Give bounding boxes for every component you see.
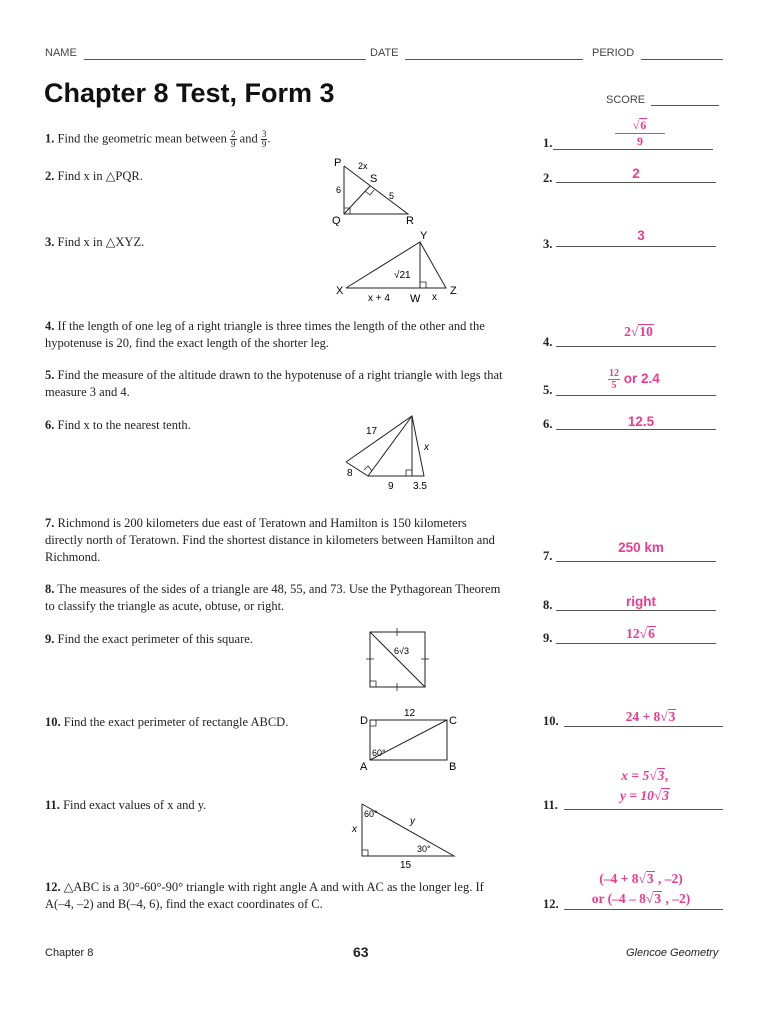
question-text: and: [239, 131, 258, 146]
label-15: 15: [400, 860, 412, 871]
question-number: 7.: [45, 516, 55, 530]
label-2x: 2x: [358, 161, 368, 171]
vertex-z: Z: [450, 285, 457, 297]
answer-line[interactable]: [564, 726, 723, 727]
vertex-a: A: [360, 761, 368, 773]
answer-line[interactable]: [556, 395, 716, 396]
score-field[interactable]: [651, 105, 719, 106]
answer-line[interactable]: [556, 610, 716, 611]
question-text: Find exact values of x and y.: [63, 798, 207, 812]
answer-12: (–4 + 8√3 , –2) or (–4 – 8√3 , –2): [591, 871, 691, 906]
label-x: x: [424, 442, 429, 453]
label-12: 12: [404, 708, 416, 719]
answer-number: 5.: [543, 383, 553, 397]
question-text: Find x in △XYZ.: [57, 235, 145, 249]
answer-number: 11.: [543, 798, 558, 812]
triangle-altitude-figure: [338, 410, 443, 495]
question-number: 1.: [45, 131, 55, 146]
page-title: Chapter 8 Test, Form 3: [44, 78, 335, 108]
answer-line[interactable]: [556, 643, 716, 644]
question-number: 12.: [45, 880, 61, 894]
score-label: SCORE: [606, 94, 646, 106]
label-x-plus-4: x + 4: [368, 293, 390, 304]
answer-1: √6 9: [615, 118, 665, 148]
period-label: PERIOD: [592, 47, 635, 59]
label-6sqrt3: 6√3: [394, 646, 409, 656]
period-field[interactable]: [641, 59, 723, 60]
vertex-b: B: [449, 761, 457, 773]
answer-6: 12.5: [627, 414, 655, 429]
name-label: NAME: [45, 47, 77, 59]
fraction: [261, 130, 268, 149]
answer-number: 9.: [543, 631, 553, 645]
numerator: 2: [231, 129, 236, 139]
question-text: Richmond is 200 kilometers due east of Teratown and Hamilton is 150 kilometers directly north of Teratown. Find the shortest distance in kilometers between Hamilton and Richmond.: [45, 516, 495, 564]
vertex-y: Y: [420, 230, 428, 242]
label-17: 17: [366, 426, 378, 437]
vertex-q: Q: [332, 215, 341, 226]
label-60deg: 60°: [372, 748, 386, 758]
answer-line[interactable]: [553, 149, 713, 150]
question-number: 2.: [45, 169, 55, 183]
answer-2: 2: [632, 166, 640, 181]
question-text: Find the exact perimeter of rectangle ABCD.: [63, 715, 289, 729]
answer-line[interactable]: [556, 429, 716, 430]
vertex-x: X: [336, 285, 344, 297]
answer-fraction: [608, 368, 620, 391]
question-8: [45, 581, 505, 615]
answer-7: 250 km: [618, 540, 664, 555]
answer-number: 7.: [543, 549, 553, 563]
question-text: △ABC is a 30°-60°-90° triangle with right angle A and with AC as the longer leg. If A(–4, –2) and B(–4, 6), find the exact coordinates of C.: [45, 880, 484, 911]
answer-text: or 2.4: [623, 371, 660, 387]
label-6: 6: [336, 185, 342, 195]
answer-number: 6.: [543, 417, 553, 431]
page-number: 63: [353, 944, 369, 960]
vertex-d: D: [360, 715, 368, 727]
vertex-p: P: [334, 157, 342, 169]
numerator: 12: [609, 368, 619, 379]
vertex-w: W: [410, 293, 421, 305]
answer-9: 12√6: [626, 626, 655, 641]
question-12: [45, 879, 505, 913]
date-field[interactable]: [405, 59, 583, 60]
question-text: Find the geometric mean between: [57, 131, 227, 146]
triangle-30-60-90-figure: [344, 800, 459, 872]
question-number: 10.: [45, 715, 61, 729]
label-x: x: [432, 292, 437, 303]
question-number: 6.: [45, 418, 55, 432]
answer-number: 10.: [543, 714, 559, 728]
answer-line[interactable]: [556, 561, 716, 562]
fraction: [230, 130, 237, 149]
triangle-pqr-figure: [322, 156, 427, 226]
label-8: 8: [347, 468, 353, 479]
question-number: 4.: [45, 319, 55, 333]
denominator: 9: [261, 139, 267, 149]
question-number: 9.: [45, 632, 55, 646]
denominator: 5: [611, 380, 617, 391]
answer-10: 24 + 8√3: [625, 709, 676, 724]
answer-5: [608, 368, 688, 391]
denominator: 9: [231, 139, 236, 149]
answer-11: x = 5√3, y = 10√3: [619, 768, 670, 803]
vertex-r: R: [406, 215, 414, 226]
question-text: Find x in △PQR.: [57, 169, 143, 183]
label-60deg: 60°: [364, 809, 378, 819]
question-text: Find the measure of the altitude drawn to the hypotenuse of a right triangle with legs that measure 3 and 4.: [45, 368, 503, 399]
question-9: [45, 631, 505, 648]
answer-number: 12.: [543, 897, 559, 911]
label-x: x: [352, 824, 357, 835]
answer-line[interactable]: [556, 246, 716, 247]
answer-number: 2.: [543, 171, 553, 185]
question-text: Find the exact perimeter of this square.: [57, 632, 253, 646]
footer-book: Glencoe Geometry: [626, 947, 719, 959]
answer-3: 3: [637, 228, 645, 243]
question-number: 11.: [45, 798, 60, 812]
answer-line[interactable]: [564, 809, 723, 810]
rectangle-abcd-figure: [358, 704, 463, 774]
label-9: 9: [388, 481, 394, 492]
question-7: [45, 515, 505, 566]
answer-number: 1.: [543, 136, 553, 150]
answer-line[interactable]: [556, 346, 716, 347]
answer-number: 4.: [543, 335, 553, 349]
vertex-s: S: [370, 173, 378, 185]
numerator: 3: [261, 129, 267, 139]
question-number: 5.: [45, 368, 55, 382]
label-sqrt21: √21: [394, 270, 411, 281]
label-5: 5: [389, 191, 395, 201]
answer-8: right: [626, 594, 656, 609]
question-4: [45, 318, 505, 352]
question-number: 3.: [45, 235, 55, 249]
question-text: The measures of the sides of a triangle are 48, 55, and 73. Use the Pythagorean Theorem to classify the triangle as acute, obtuse, or right.: [45, 582, 501, 613]
question-2: [45, 168, 505, 185]
answer-line[interactable]: [564, 909, 723, 910]
question-1: 1. Find the geometric mean between $\frac{2}{9}$ and $\frac{3}{9}$ .: [45, 129, 271, 149]
answer-line[interactable]: [556, 182, 716, 183]
square-figure: [362, 626, 432, 692]
question-number: 8.: [45, 582, 55, 596]
question-text: Find x to the nearest tenth.: [57, 418, 191, 432]
date-label: DATE: [370, 47, 399, 59]
label-3-5: 3.5: [413, 481, 427, 492]
question-text: If the length of one leg of a right triangle is three times the length of the other and the hypotenuse is 20, find the exact length of the shorter leg.: [45, 319, 485, 350]
vertex-c: C: [449, 715, 457, 727]
label-y: y: [410, 816, 415, 827]
answer-number: 3.: [543, 237, 553, 251]
triangle-xyz-figure: [334, 230, 464, 306]
answer-4: 2√10: [624, 324, 653, 339]
footer-chapter: Chapter 8: [45, 947, 94, 959]
question-5: [45, 367, 505, 401]
label-30deg: 30°: [417, 844, 431, 854]
name-field[interactable]: [84, 59, 366, 60]
answer-number: 8.: [543, 598, 553, 612]
